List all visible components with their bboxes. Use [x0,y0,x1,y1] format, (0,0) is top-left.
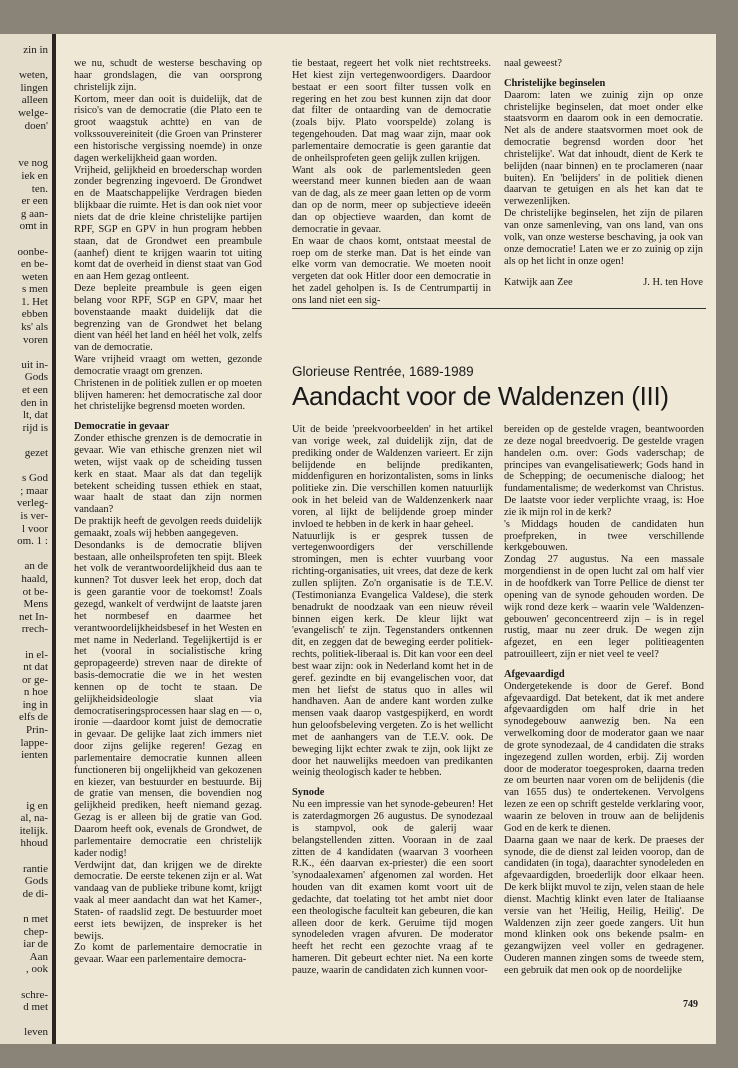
adjacent-text-line [0,548,48,561]
adjacent-text-line: l voor [22,522,48,535]
adjacent-text-line: welge- [18,106,48,119]
adjacent-text-line [0,787,48,800]
paragraph: Uit de beide 'preekvoorbeelden' in het artikel van vorige week, zal duidelijk zijn, dat de prediking onder de Waldenzen varieert. Er zijn belijdende en belijnde predikanten, middenfiguren en horizontalisten, soms in links politieke zin. Die verschillen komen natuurlijk ook in het beleid van de Waldenzenkerk naar voren, al lijkt de belijdende groep minder invloed te hebben in de kerk in haar geheel. [292,424,493,530]
magazine-page [56,34,716,1044]
adjacent-text-line: weten [21,270,48,283]
adjacent-text-line: er een [21,195,48,208]
paragraph: Verdwijnt dat, dan krijgen we de direkte democratie. De eerste tekenen zijn er al. Wat vandaag van de publieke tribune komt, krijgt vaak al meer aandacht dan wat het Kamer-, Staten- of raadslid zegt. De bestuurder moet eerst iets bewijzen, de inspreker is het bewijs. [74,859,262,942]
signature-author: J. H. ten Hove [643,277,703,289]
adjacent-text-line [0,145,48,158]
adjacent-text-line: in el- [25,648,48,661]
paragraph: Vrijheid, gelijkheid en broederschap worden zonder begrenzing ingevoerd. De Grondwet en de Maatschappelijke Verdragen bieden blijkbaar die ruimte. Het is dan ook niet voor niets dat de drie kleine christelijke partijen RPF, SGP en GPV in hun program hebben staan, dat de Grondwet een preambule (aanhef) dient te krijgen waarin tot uiting komt dat de overheid in dienst staat van God en aan Hem gezag ontleent. [74,164,262,283]
adjacent-text-line: lingen [20,81,48,94]
adjacent-text-line: uit in- [21,358,48,371]
section-heading: Christelijke beginselen [504,77,606,89]
adjacent-text-line: ot be- [22,585,48,598]
paragraph: Christenen in de politiek zullen er op moeten blijven hameren: het democratische zal door het christelijke begrensd moeten worden. [74,377,262,413]
paragraph: 's Middags houden de candidaten hun proefpreken, in twee verschillende kerkgebouwen. [504,518,704,554]
page-number: 749 [683,999,698,1010]
adjacent-text-line: om. 1 : [17,535,48,548]
adjacent-page-edge [0,34,56,1044]
adjacent-text-line: rantie [22,862,48,875]
adjacent-text-line [0,850,48,863]
adjacent-text-line: rrech- [21,623,48,636]
paragraph: naal geweest? [504,58,562,69]
paragraph: De christelijke beginselen, het zijn de pilaren van onze samenleving, van ons land, van ons volk, van onze westerse beschaving, ja ook van onze democratie! Laten we er zo zuinig op zijn als op het licht in onze ogen! [504,208,703,267]
adjacent-text-line: ing in [22,698,48,711]
adjacent-text-line: en be- [20,258,48,271]
adjacent-text-line: ten. [31,182,48,195]
adjacent-text-line: an de [24,560,48,573]
adjacent-text-line: ve nog [18,157,48,170]
adjacent-text-line [0,460,48,473]
adjacent-text-line: doen' [24,119,48,132]
adjacent-text-line [0,233,48,246]
paragraph: we nu, schudt de westerse beschaving op haar grondslagen, die van oorsprong christelijk zijn. [74,58,262,93]
adjacent-page-text [0,34,52,1039]
adjacent-text-line [0,762,48,775]
adjacent-text-line: Aan [29,950,48,963]
column-2 [292,58,491,307]
paragraph: Daarom: laten we zuinig zijn op onze christelijke beginselen, dat moet onder elke staatsvorm en daarom ook in een democratie. Net als de andere staatsvormen moet ook de democratie begrensd worden door 'het christelijke'. Wat dat inhoudt, dient de Kerk te belijden (naar binnen) en te proclameren (naar buiten). En 'belijders' in de politiek dienen daarvan te getuigen en als het kan dat te verwezenlijken. [504,89,703,208]
adjacent-text-line: verleg- [16,497,48,510]
adjacent-text-line [0,346,48,359]
paragraph: Ondergetekende is door de Geref. Bond afgevaardigd. Dat betekent, dat ik met andere afgevaardigden om half drie in het synodegebouw aanwezig ben. Na een verwelkoming door de moderator gaan we naar de grote synodezaal, de 4 candidaten die straks ingezegend zullen worden, erbij. Zij worden door de moderator toegesproken, daarna treden ze om beurten naar voren om de belijdenis (die van 1655 dus) te ondertekenen. Vervolgens lezen ze een op schrift gestelde verklaring voor, waarin ze beloven in trouw aan de belijdenis God en de kerk te dienen. [504,680,704,834]
paragraph: tie bestaat, regeert het volk niet rechtstreeks. Het kiest zijn vertegenwoordigers. Daardoor bestaat er een soort filter tussen volk en regering en het zou best kunnen zijn dat door dat filter de ontaarding van de democratie (zoals bijv. Plato voorspelde) zolang is tegengehouden. Dat mag waar zijn, maar ook parlementaire democratie is geen garantie dat de onheilsprofeten geen gelijk zullen krijgen. [292,58,491,164]
adjacent-text-line: g aan- [20,207,48,220]
adjacent-text-line: oonbe- [17,245,48,258]
adjacent-text-line [0,636,48,649]
adjacent-text-line: hhoud [20,837,48,850]
adjacent-text-line [0,1014,48,1027]
section-heading: Afgevaardigd [504,668,565,680]
column-1 [74,58,262,966]
section-heading: Synode [292,787,325,799]
adjacent-text-line: , ook [26,963,48,976]
adjacent-text-line: itelijk. [19,824,48,837]
paragraph: Want als ook de parlementsleden geen weerstand meer kunnen bieden aan de waan van de dag, als ze meer gaan letten op de vorm dan op de norm, meer op subjectieve ideeën dan op objectieve waarden, dan komt de democratie in gevaar. [292,164,491,235]
adjacent-text-line: Prin- [26,724,48,737]
adjacent-text-line: Mens [23,598,48,611]
adjacent-text-line: de di- [22,887,48,900]
adjacent-text-line: n met [23,912,48,925]
adjacent-text-line: leven [24,1026,48,1039]
paragraph: Ware vrijheid vraagt om wetten, gezonde democratie vraagt om grenzen. [74,354,262,377]
paragraph: Kortom, meer dan ooit is duidelijk, dat de risico's van de democratie (die Plato een te groot waagstuk achtte) en van de volkssouvereiniteit (die Groen van Prinsterer een historische vergissing noemde) in onze dagen werkelijkheid gaan worden. [74,93,262,164]
adjacent-text-line: s God [22,472,48,485]
adjacent-text-line: iar de [23,938,48,951]
adjacent-text-line: alleen [21,94,48,107]
adjacent-text-line: iek en [21,169,48,182]
paragraph: Zonder ethische grenzen is de democratie in gevaar. Wie van ethische grenzen niet wil weten, wijst vaak op de scheiding tussen kerk en staat. Maar als dat dan tegelijk betekent scheiding tussen ethiek en staat, waar haalt de staat dan zijn normen vandaan? [74,433,262,516]
section-divider [292,308,706,309]
adjacent-text-line [0,774,48,787]
article-title: Aandacht voor de Waldenzen (III) [292,381,669,411]
adjacent-text-line: rijd is [22,421,48,434]
adjacent-text-line: nt dat [23,661,48,674]
paragraph: Nu een impressie van het synode-gebeuren! Het is zaterdagmorgen 26 augustus. De synodezaal is stampvol, ook de galerij waar belangstellenden zitten. Vooraan in de zaal zitten de 4 kandidaten (waarvan 3 voorheen R.K., één daarvan ex-priester) die een soort 'synodaalexamen' afgenomen zal worden. Het houden van dit examen komt voort uit de gedachte, dat toelating tot het ambt niet door een theologische faculteit kan gebeuren, die kan alleen door de kerk. Geruime tijd mogen synodeleden vragen afvuren. De moderator heeft het recht een gezochte vraag af te hameren. Dit gebeurt echter niet. Na een korte pauze, waarin de candidaten zich kunnen voor- [292,799,493,976]
paragraph: Zondag 27 augustus. Na een massale morgendienst in de open lucht zal om half vier in de hoofdkerk van Torre Pellice de dienst ter opening van de synode gehouden worden. De wijk rond deze kerk – waarin vele 'Waldenzen-gebouwen' geconcentreerd zijn – is in regel rustig, maar nu zeer druk. De wegen zijn afgezet, en een leger politieagenten patrouilleert, zijn er niet veel te veel? [504,554,704,661]
adjacent-text-line: chep- [23,925,48,938]
adjacent-text-line: voren [22,333,48,346]
adjacent-text-line [0,132,48,145]
adjacent-text-line: zin in [23,44,48,56]
paragraph: Deze bepleite preambule is geen eigen belang voor RPF, SGP en GPV, maar het bovenstaande maakt duidelijk dat die begrenzing van de Grondwet het belang dient van héél het land en héél het volk, zelfs van de democratie. [74,283,262,354]
article-column-2 [504,424,704,977]
adjacent-text-line: Gods [24,875,48,888]
adjacent-text-line: ig en [26,799,48,812]
adjacent-text-line: is ver- [20,509,48,522]
adjacent-text-line: Gods [24,371,48,384]
adjacent-text-line: lt, dat [22,409,48,422]
adjacent-text-line: elfs de [18,711,48,724]
article-kicker: Glorieuse Rentrée, 1689-1989 [292,364,474,379]
adjacent-text-line: net In- [18,610,48,623]
adjacent-text-line [0,900,48,913]
paragraph: Daarna gaan we naar de kerk. De praeses der synode, die de dienst zal leiden voorop, dan de candidaten (in toga), daarachter synodeleden en afgevaardigden, broederlijk door elkaar heen. De kerk blijkt muvol te zijn, velen staan de hele dienst. Machtig klinkt even later de Italiaanse versie van het 'Heilig, Heilig, Heilig'. De Waldenzen zijn zeer goede zangers. Uit hun mond klinken ook ons bekende psalm- en gezangwijzen veel voller en gedragener. Ouderen mannen zingen soms de tweede stem, een gebruik dat men ook op de noordelijke [504,834,704,976]
paragraph: Natuurlijk is er gesprek tussen de vertegenwoordigers der verschillende stromingen, men is echter vuurbang voor richting-organisaties, uit vrees, dat deze de kerk zullen splijten. Zo'n organisatie is de T.E.V. (Testimonianza Evangelica Valdese), die sterk benadrukt de noodzaak van een nieuw réveil binnen eigen kerk. De kleur lijkt wat 'evangelisch' te zijn. Tegenstanders ontkennen dit, en zeggen dat de beweging eerder politiek-rechts, politiek-liberaal is. Dit kan voor een deel best waar zijn: ook in Nederland komt het in de geref. gezindte en bij evangelischen voor, dat men het liefst de status quo in alles wil handhaven. Aan de andere kant worden zulke mensen vaak daarop vastgespijkerd, en wordt hun geloofsbeleving vergeten. Zo is het wellicht met de aanhangers van de T.E.V. ook. De beweging lijkt echter zwak te zijn, ook lijkt ze door het nauwelijks meedoen van predikanten weinig theologisch kader te hebben. [292,530,493,779]
article-column-1 [292,424,493,977]
adjacent-text-line: gezet [24,447,48,459]
adjacent-text-line: et een [22,384,48,397]
adjacent-text-line: haald, [21,572,48,585]
adjacent-text-line: lappe- [20,736,48,749]
adjacent-text-line: weten, [18,69,48,82]
adjacent-text-line: al, na- [20,812,48,825]
paragraph: En waar de chaos komt, ontstaat meestal de roep om de sterke man. Dat is het einde van elke vorm van democratie. We moeten nooit vergeten dat ook Hitler door een democratie in het zadel geholpen is. Is de Centrumpartij in ons land niet een sig- [292,235,491,306]
adjacent-text-line [0,57,48,70]
adjacent-text-line [0,434,48,447]
adjacent-text-line: n hoe [23,686,48,699]
signature-place: Katwijk aan Zee [504,277,573,289]
adjacent-text-line: ks' als [21,321,48,334]
paragraph: De praktijk heeft de gevolgen reeds duidelijk gemaakt, zoals wij hebben aangegeven. [74,516,262,539]
adjacent-text-line: d met [23,1001,48,1014]
adjacent-text-line: ; maar [20,484,48,497]
adjacent-text-line: omt in [19,220,48,233]
adjacent-text-line: 1. Het [21,295,48,308]
adjacent-text-line: s men [22,283,48,296]
adjacent-text-line: schre- [21,988,48,1001]
paragraph: Zo komt de parlementaire democratie in gevaar. Waar een parlementaire democra- [74,942,262,966]
adjacent-text-line: or ge- [22,673,48,686]
section-heading: Democratie in gevaar [74,421,170,433]
paragraph: bereiden op de gestelde vragen, beantwoorden ze deze nogal breedvoerig. De gestelde vragen handelen o.m. over: Gods vaderschap; de principes van evangelisatiewerk; Gods hand in de Schepping; de oecumenische dialoog; het fundamentalisme; de wederkomst van Christus. De laatste voor ieder verplichte vraag, is: Hoe zie ik mijn rol in de kerk? [504,424,704,518]
paragraph: Desondanks is de democratie blijven bestaan, alle onheilsprofeten ten spijt. Bleek het volk de verantwoordelijkheid dus aan te kunnen? Tot dusver leek het erop, doch dat is geen garantie voor de toekomst! Zoals gezegd, wankelt of verdwijnt de laatste jaren het normbesef en daarmee het verantwoordelijkheidsbesef in het Westen en met name in Nederland. Tegelijkertijd is er het (vooral in socialistische kring gepropageerde) streven naar de direkte of basis-democratie die we in het westen kennen op de tocht te staan. De gelijkheidsideologie slaat via democratiseringsprocessen haar slag en — o, ironie —daardoor komt juist de democratie in gevaar. De gelijke laat zich immers niet door zijns gelijke regeren! Gezag en parlementaire democratie kunnen alleen functioneren bij ongelijkheid van gekozenen en kiezer, van bestuurder en bestuurde. Bij de gratie van mensen, die bovendien nog gelijkheid prediken, heeft niemand gezag. Gezag is er alleen bij de gratie van God. Daarom heeft ook, evenals de Grondwet, de parlementaire democratie een christelijk kader nodig! [74,539,262,859]
column-3 [504,58,703,289]
adjacent-text-line [0,976,48,989]
adjacent-text-line: ebben [21,308,48,321]
signature-line [504,277,703,289]
adjacent-text-line: den in [20,396,48,409]
adjacent-text-line: ienten [21,749,48,762]
